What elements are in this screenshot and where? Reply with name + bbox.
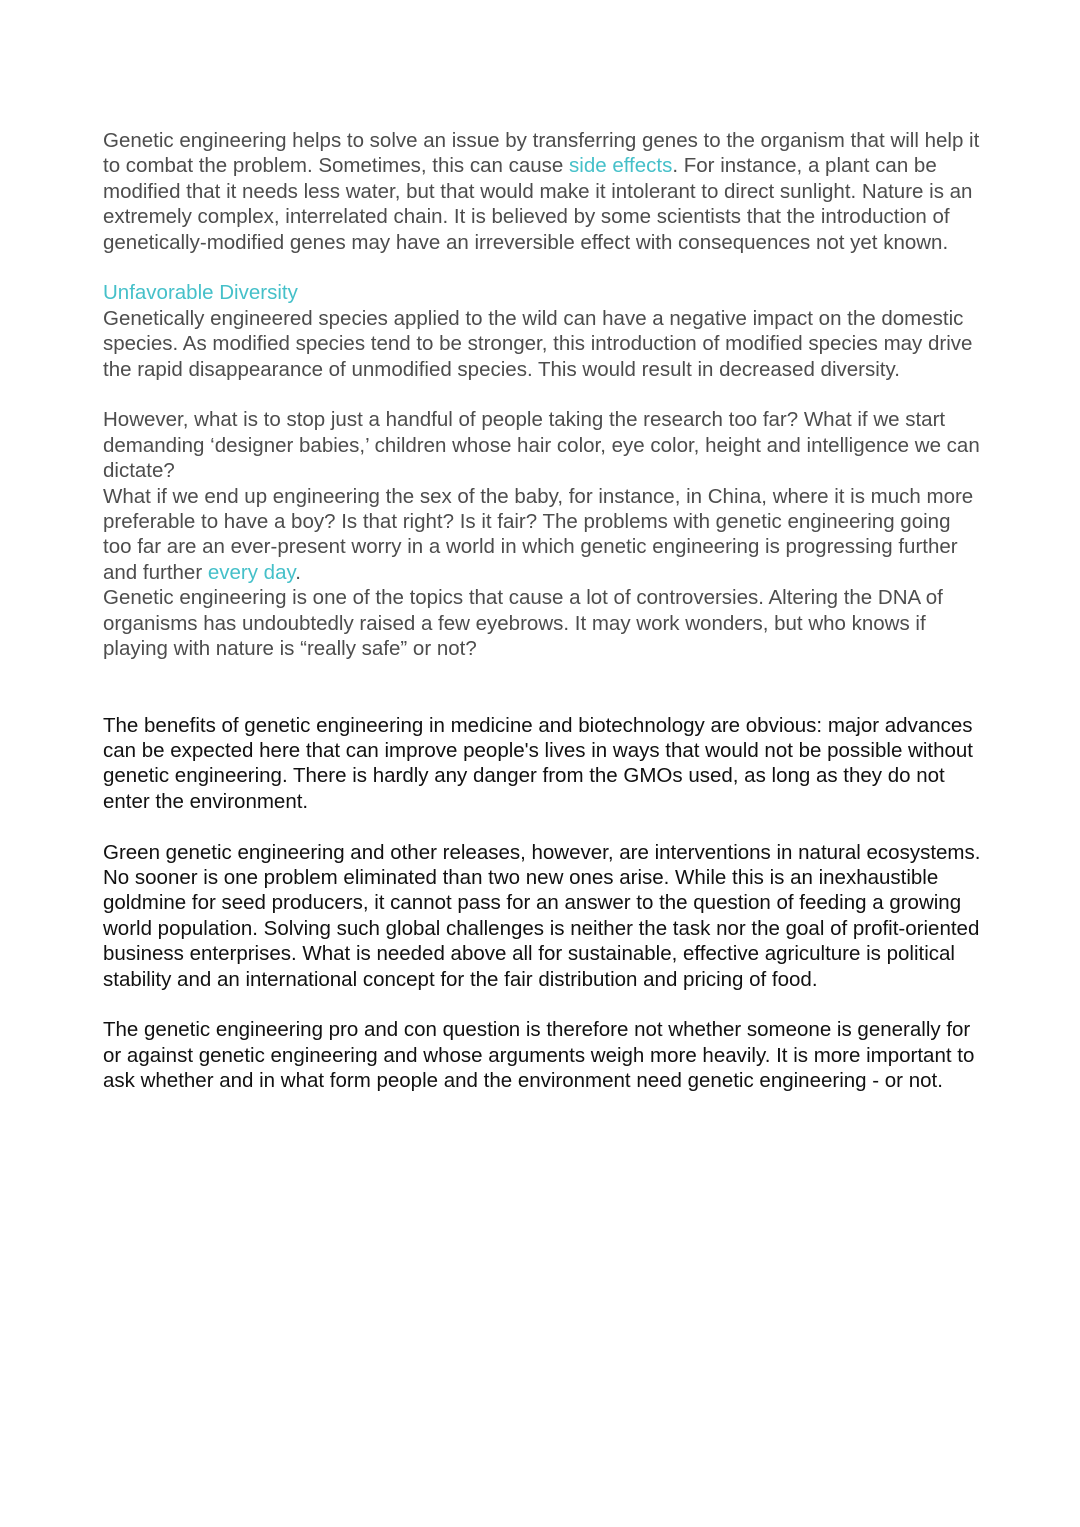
side-effects-link[interactable]: side effects (569, 154, 673, 178)
green-engineering-paragraph: Green genetic engineering and other releases, however, are interventions in natural ecosystems. No sooner is one problem eliminated than two new ones arise. While this is an inexhaustible goldmine for seed producers, it cannot pass for an answer to the question of feeding a growing world population. Solving such global challenges is neither the task nor the goal of profit-oriented business enterprises. What is needed above all for sustainable, effective agriculture is political stability and an international concept for the fair distribution and pricing of food. (103, 840, 981, 991)
intro-text-2: . For instance, a plant can be modified that it needs less water, but that would make it intolerant to direct sunlight. Nature is an extremely complex, interrelated chain. It is believed by some scientists that the introduction of genetically-modified genes may have an irreversible effect with consequences not yet known. (103, 154, 973, 254)
document-page (103, 128, 983, 1094)
diversity-paragraph: Genetically engineered species applied to the wild can have a negative impact on the domestic species. As modified species tend to be stronger, this introduction of modified species may drive the rapid disappearance of unmodified species. This would result in decreased diversity. (103, 306, 973, 381)
spacer (103, 992, 983, 1017)
section-heading-diversity: Unfavorable Diversity (103, 281, 298, 305)
spacer (103, 814, 983, 839)
intro-text-1: Genetic engineering helps to solve an issue by transferring genes to the organism that will help it to combat the problem. Sometimes, this can cause (103, 129, 980, 178)
controversy-paragraph: Genetic engineering is one of the topics that cause a lot of controversies. Altering the DNA of organisms has undoubtedly raised a few eyebrows. It may work wonders, but who knows if playing with nature is “really safe” or not? (103, 586, 943, 661)
every-day-link[interactable]: every day (207, 560, 296, 584)
spacer (103, 662, 983, 713)
intro-paragraph (103, 128, 983, 255)
spacer (103, 255, 983, 280)
designer-babies-paragraph: However, what is to stop just a handful of people taking the research too far? What if we start demanding ‘designer babies,’ children whose hair color, eye color, height and intelligence we can dictate? (103, 408, 980, 483)
spacer (103, 382, 983, 407)
benefits-paragraph: The benefits of genetic engineering in medicine and biotechnology are obvious: major advances can be expected here that can improve people's lives in ways that would not be possible without genetic engineering. There is hardly any danger from the GMOs used, as long as they do not enter the environment. (103, 713, 973, 813)
sex-engineering-paragraph (103, 484, 983, 586)
sex-engineering-text-1: What if we end up engineering the sex of the baby, for instance, in China, where it is much more preferable to have a boy? Is that right? Is it fair? The problems with genetic engineering going too far are an ever-present worry in a world in which genetic engineering is progressing further and further (103, 484, 974, 584)
pro-con-paragraph: The genetic engineering pro and con question is therefore not whether someone is generally for or against genetic engineering and whose arguments weigh more heavily. It is more important to ask whether and in what form people and the environment need genetic engineering - or not. (103, 1018, 975, 1093)
sex-engineering-text-2: . (295, 560, 301, 584)
